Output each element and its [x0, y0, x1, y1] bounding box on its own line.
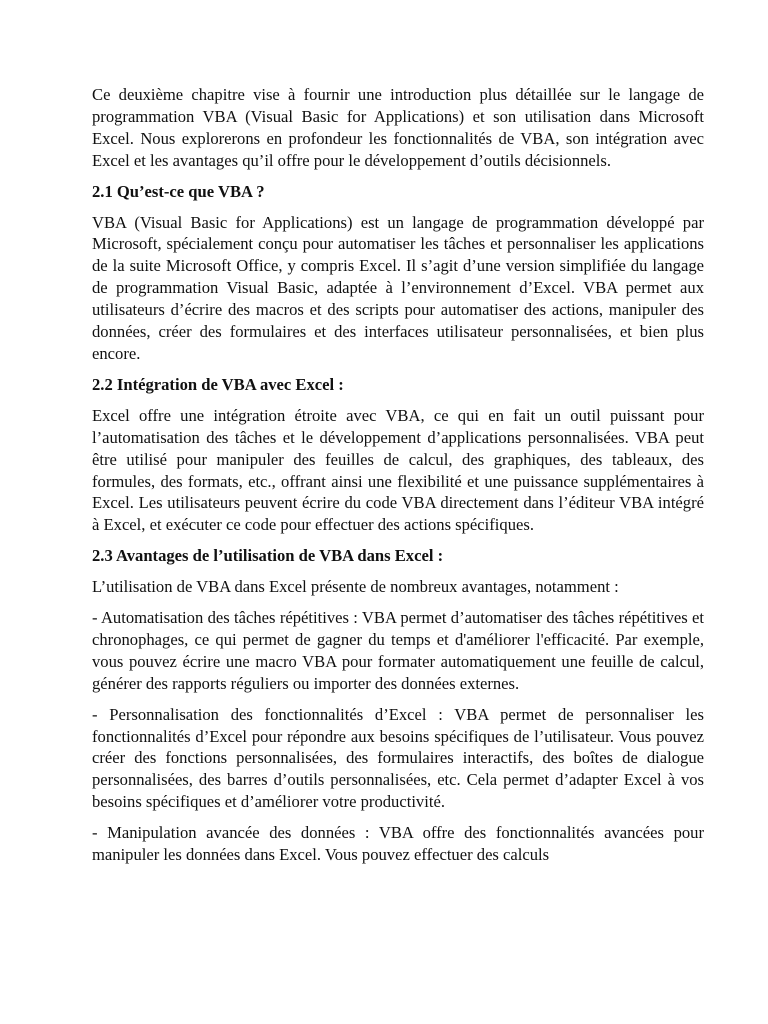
- section-body-2-2: Excel offre une intégration étroite avec VBA, ce qui en fait un outil puissant pour l’automatisation des tâches et le développement d’applications personnalisées. VBA peut être utilisé pour manipuler des feuilles de calcul, des graphiques, des tableaux, des formules, des formats, etc., offrant ainsi une flexibilité et une puissance supplémentaires à Excel. Les utilisateurs peuvent écrire du code VBA directement dans l’éditeur VBA intégré à Excel, et exécuter ce code pour effectuer des actions spécifiques.: [92, 405, 704, 535]
- section-intro-2-3: L’utilisation de VBA dans Excel présente de nombreux avantages, notamment :: [92, 577, 619, 597]
- section-body-2-1: VBA (Visual Basic for Applications) est un langage de programmation développé par Microsoft, spécialement conçu pour automatiser les tâches et personnaliser les applications de la suite Microsoft Office, y compris Excel. Il s’agit d’une version simplifiée du langage de programmation Visual Basic, adaptée à l’environnement d’Excel. VBA permet aux utilisateurs d’écrire des macros et des scripts pour automatiser des actions, manipuler des données, créer des formulaires et des interfaces utilisateur personnalisées, et bien plus encore.: [92, 212, 704, 363]
- section-heading-2-3: 2.3 Avantages de l’utilisation de VBA dans Excel :: [92, 546, 444, 566]
- section-heading-2-1: 2.1 Qu’est-ce que VBA ?: [92, 181, 265, 201]
- list-item-customization: - Personnalisation des fonctionnalités d’Excel : VBA permet de personnaliser les fonctionnalités d’Excel pour répondre aux besoins spécifiques de l’utilisateur. Vous pouvez créer des fonctions personnalisées, des formulaires interactifs, des boîtes de dialogue personnalisées, des barres d’outils personnalisées, etc. Cela permet d’adapter Excel à vos besoins spécifiques et d’améliorer votre productivité.: [92, 704, 704, 812]
- section-heading-2-2: 2.2 Intégration de VBA avec Excel :: [92, 374, 344, 394]
- list-item-data-manipulation: - Manipulation avancée des données : VBA offre des fonctionnalités avancées pour manipuler les données dans Excel. Vous pouvez effectuer des calculs: [92, 823, 704, 865]
- document-page: [92, 84, 704, 875]
- intro-paragraph: Ce deuxième chapitre vise à fournir une introduction plus détaillée sur le langage de programmation VBA (Visual Basic for Applications) et son utilisation dans Microsoft Excel. Nous explorerons en profondeur les fonctionnalités de VBA, son intégration avec Excel et les avantages qu’il offre pour le développement d’outils décisionnels.: [92, 85, 704, 170]
- list-item-automation: - Automatisation des tâches répétitives : VBA permet d’automatiser des tâches répétitives et chronophages, ce qui permet de gagner du temps et d'améliorer l'efficacité. Par exemple, vous pouvez écrire une macro VBA pour formater automatiquement une feuille de calcul, générer des rapports réguliers ou importer des données externes.: [92, 608, 704, 693]
